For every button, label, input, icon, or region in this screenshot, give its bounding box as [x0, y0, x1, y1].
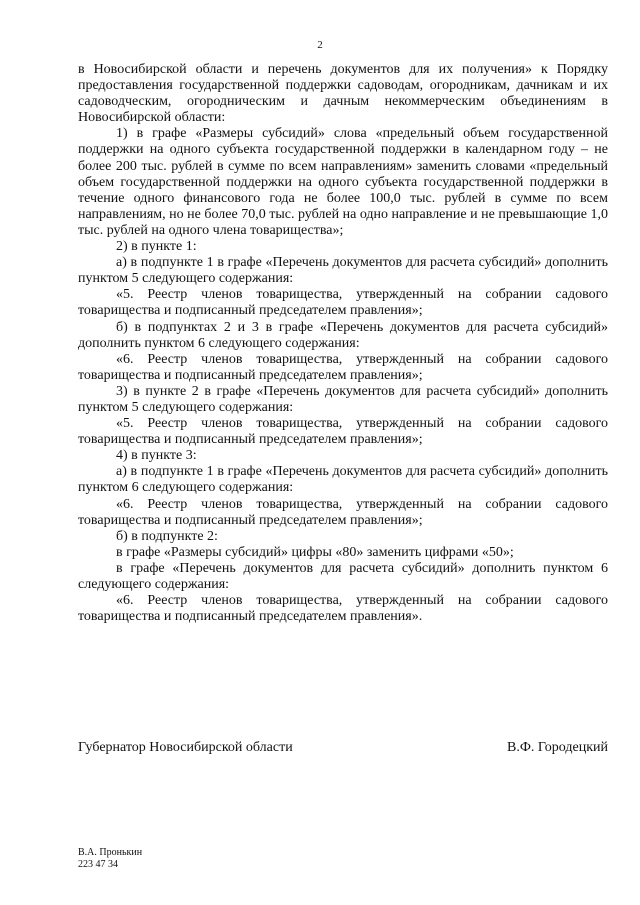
paragraph: 4) в пункте 3: [116, 448, 197, 464]
paragraph: в графе «Размеры субсидий» цифры «80» заменить цифрами «50»; [116, 544, 514, 560]
signatory-name: В.Ф. Городецкий [507, 740, 608, 755]
paragraph: а) в подпункте 1 в графе «Перечень документов для расчета субсидий» дополнить пунктом 5 следующего содержания: [78, 255, 608, 287]
signature-block [78, 740, 608, 756]
paragraph: «6. Реестр членов товарищества, утвержденный на собрании садового товарищества и подписанный председателем правления»; [78, 351, 608, 383]
executor-block [78, 847, 142, 871]
paragraph: б) в подпунктах 2 и 3 в графе «Перечень документов для расчета субсидий» дополнить пунктом 6 следующего содержания: [78, 319, 608, 351]
paragraph: «6. Реестр членов товарищества, утвержденный на собрании садового товарищества и подписанный председателем правления»; [78, 496, 608, 528]
document-body [78, 62, 608, 625]
paragraph: в графе «Перечень документов для расчета субсидий» дополнить пунктом 6 следующего содержания: [78, 560, 608, 592]
page-number: 2 [317, 39, 323, 51]
executor-name: В.А. Пронькин [78, 847, 143, 858]
paragraph: 1) в графе «Размеры субсидий» слова «предельный объем государственной поддержки на одного субъекта государственной поддержки в календарном году – не более 200 тыс. рублей в сумме по всем направлениям» заменить словами «предельный объем государственной поддержки на одного субъекта государственной поддержки в течение одного финансового года не более 100,0 тыс. рублей в сумме по всем направлениям, но не более 70,0 тыс. рублей на одно направление и не превышающие 1,0 тыс. рублей на одного члена товарищества»; [78, 126, 608, 238]
paragraph: «6. Реестр членов товарищества, утвержденный на собрании садового товарищества и подписанный председателем правления». [78, 593, 608, 625]
paragraph: в Новосибирской области и перечень документов для их получения» к Порядку предоставления государственной поддержки садоводам, огородникам, дачникам и их садоводческим, огородническим и дачным некоммерческим объединениям в Новосибирской области: [78, 62, 608, 126]
paragraph: «5. Реестр членов товарищества, утвержденный на собрании садового товарищества и подписанный председателем правления»; [78, 287, 608, 319]
paragraph: 3) в пункте 2 в графе «Перечень документов для расчета субсидий» дополнить пунктом 5 следующего содержания: [78, 383, 608, 415]
paragraph: б) в подпункте 2: [116, 528, 218, 544]
paragraph: «5. Реестр членов товарищества, утвержденный на собрании садового товарищества и подписанный председателем правления»; [78, 416, 608, 448]
paragraph: а) в подпункте 1 в графе «Перечень документов для расчета субсидий» дополнить пунктом 6 следующего содержания: [78, 464, 608, 496]
paragraph: 2) в пункте 1: [116, 239, 197, 255]
executor-phone: 223 47 34 [78, 859, 118, 870]
signatory-position: Губернатор Новосибирской области [78, 740, 293, 755]
